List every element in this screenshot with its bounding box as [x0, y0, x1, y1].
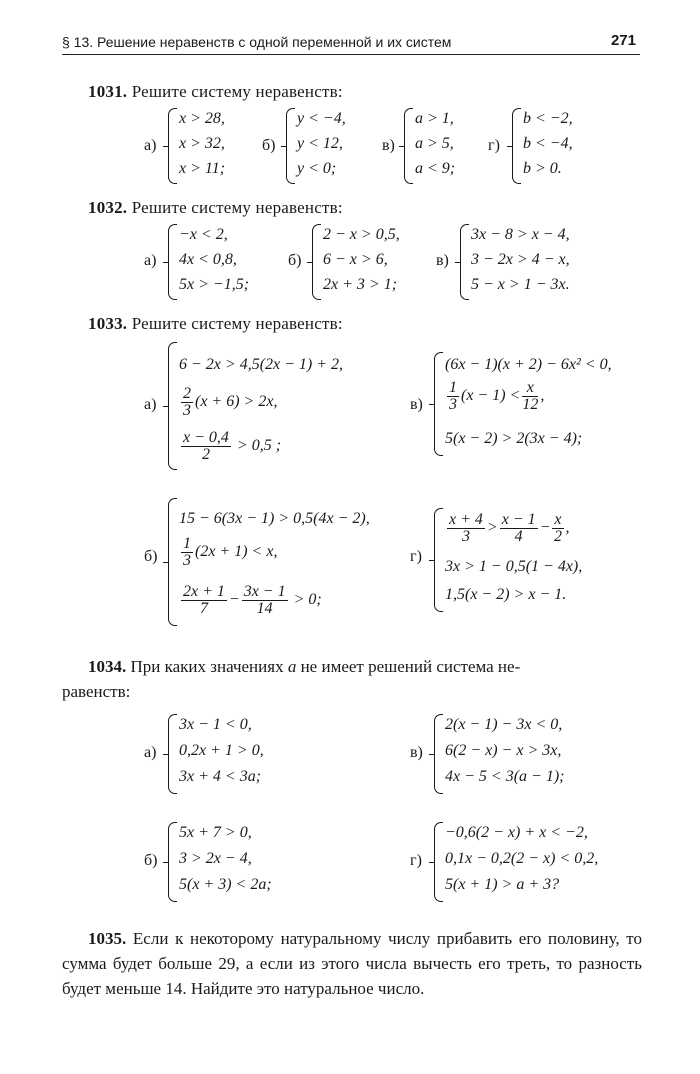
ineq-line: 3x + 4 < 3a;	[179, 768, 262, 785]
ineq-line: x > 28,	[179, 110, 225, 127]
problem-number: 1031.	[88, 82, 128, 101]
system-1031-g	[512, 108, 602, 184]
brace-icon	[434, 508, 443, 612]
brace-icon	[434, 822, 443, 902]
brace-icon	[312, 224, 321, 300]
ineq-line: 1,5(x − 2) > x − 1.	[445, 586, 567, 603]
page-number: 271	[610, 32, 636, 49]
ineq-line: 6 − x > 6,	[323, 251, 388, 268]
denominator: 3	[461, 528, 470, 545]
item-label: б)	[288, 252, 302, 269]
ineq-line	[179, 386, 277, 419]
system-1033-v	[434, 352, 644, 456]
system-1032-a	[168, 224, 278, 300]
item-label: г)	[488, 137, 500, 154]
ineq-line: b > 0.	[523, 160, 562, 177]
numerator: 2	[183, 385, 191, 402]
ineq-line	[445, 512, 570, 545]
problem-number: 1033.	[88, 314, 128, 333]
ineq-line: 3 − 2x > 4 − x,	[471, 251, 570, 268]
item-label: г)	[410, 852, 422, 869]
system-1031-b	[286, 108, 376, 184]
denominator: 7	[199, 600, 208, 617]
ineq-line	[445, 380, 544, 413]
brace-icon	[286, 108, 295, 184]
denominator: 2	[201, 446, 210, 463]
denominator: 14	[256, 600, 273, 617]
ineq-line: 3x − 8 > x − 4,	[471, 226, 570, 243]
problem-1032-title	[88, 198, 343, 218]
problem-text: При каких значениях	[130, 657, 284, 676]
ineq-line: 6 − 2x > 4,5(2x − 1) + 2,	[179, 356, 344, 373]
item-label: б)	[262, 137, 276, 154]
expr: (2x + 1) < x,	[195, 543, 278, 561]
fraction	[181, 430, 231, 463]
system-1033-b	[168, 498, 398, 626]
ineq-line: 2(x − 1) − 3x < 0,	[445, 716, 563, 733]
expr: (x − 1) <	[461, 387, 521, 405]
ineq-line: y < 0;	[297, 160, 337, 177]
ineq-line: 15 − 6(3x − 1) > 0,5(4x − 2),	[179, 510, 370, 527]
expr: −	[228, 591, 240, 609]
item-label: в)	[410, 396, 423, 413]
item-label: г)	[410, 548, 422, 565]
expr: −	[539, 519, 551, 537]
problem-1031-title	[88, 82, 343, 102]
problem-number: 1034.	[88, 657, 127, 676]
system-1031-v	[404, 108, 484, 184]
ineq-line: a < 9;	[415, 160, 456, 177]
ineq-line	[179, 430, 281, 463]
system-1033-g	[434, 508, 634, 612]
system-1034-a	[168, 714, 328, 794]
system-1033-a	[168, 342, 378, 470]
ineq-line: (6x − 1)(x + 2) − 6x² < 0,	[445, 356, 612, 373]
item-label: в)	[436, 252, 449, 269]
item-label: а)	[144, 744, 157, 761]
ineq-line: y < 12,	[297, 135, 343, 152]
fraction	[181, 536, 193, 569]
fraction	[181, 584, 227, 617]
problem-text: Решите систему неравенств:	[131, 82, 343, 101]
brace-icon	[168, 714, 177, 794]
numerator: x − 1	[501, 511, 536, 528]
ineq-line: x > 32,	[179, 135, 225, 152]
ineq-line: 0,1x − 0,2(2 − x) < 0,2,	[445, 850, 599, 867]
brace-icon	[404, 108, 413, 184]
denominator: 3	[449, 396, 457, 413]
item-label: а)	[144, 396, 157, 413]
fraction	[522, 380, 538, 413]
ineq-line: b < −4,	[523, 135, 573, 152]
denominator: 3	[183, 552, 191, 569]
section-title: § 13. Решение неравенств с одной переменной и их систем	[62, 34, 452, 50]
ineq-line: 2 − x > 0,5,	[323, 226, 400, 243]
ineq-line: 6(2 − x) − x > 3x,	[445, 742, 562, 759]
fraction	[447, 512, 485, 545]
system-1034-b	[168, 822, 328, 902]
expr: ,	[540, 387, 545, 405]
numerator: x	[522, 380, 538, 397]
system-1034-v	[434, 714, 634, 794]
denominator: 3	[183, 402, 191, 419]
brace-icon	[168, 342, 177, 470]
problem-1034-title	[62, 654, 642, 704]
system-1032-b	[312, 224, 422, 300]
page-header	[62, 32, 640, 55]
ineq-line: b < −2,	[523, 110, 573, 127]
ineq-line: 3 > 2x − 4,	[179, 850, 252, 867]
brace-icon	[168, 224, 177, 300]
denominator: 2	[553, 528, 562, 545]
ineq-line: 5(x − 2) > 2(3x − 4);	[445, 430, 583, 447]
fraction	[552, 512, 563, 545]
fraction	[242, 584, 288, 617]
brace-icon	[168, 822, 177, 902]
fraction	[447, 380, 459, 413]
item-label: в)	[382, 137, 395, 154]
ineq-line: −0,6(2 − x) + x < −2,	[445, 824, 588, 841]
ineq-line: y < −4,	[297, 110, 346, 127]
ineq-line: a > 1,	[415, 110, 454, 127]
problem-text: Решите систему неравенств:	[131, 198, 343, 217]
numerator: x + 4	[449, 511, 483, 528]
item-label: в)	[410, 744, 423, 761]
brace-icon	[434, 352, 443, 456]
ineq-line: 3x − 1 < 0,	[179, 716, 252, 733]
expr: > 0;	[289, 591, 322, 609]
system-1031-a	[168, 108, 258, 184]
item-label: а)	[144, 252, 157, 269]
ineq-line: 3x > 1 − 0,5(1 − 4x),	[445, 558, 583, 575]
ineq-line: 4x − 5 < 3(a − 1);	[445, 768, 565, 785]
item-label: б)	[144, 852, 158, 869]
ineq-line: 5(x + 3) < 2a;	[179, 876, 272, 893]
problem-text: не имеет решений система не-	[300, 657, 521, 676]
ineq-line: 4x < 0,8,	[179, 251, 237, 268]
variable: a	[287, 657, 297, 676]
expr: ,	[565, 519, 570, 537]
problem-text: равенств:	[62, 682, 131, 701]
system-1034-g	[434, 822, 644, 902]
ineq-line: 5(x + 1) > a + 3?	[445, 876, 560, 893]
ineq-line: 2x + 3 > 1;	[323, 276, 398, 293]
item-label: б)	[144, 548, 158, 565]
fraction	[181, 386, 193, 419]
ineq-line: 0,2x + 1 > 0,	[179, 742, 264, 759]
expr: (x + 6) > 2x,	[195, 393, 278, 411]
system-1032-v	[460, 224, 600, 300]
brace-icon	[168, 498, 177, 626]
brace-icon	[460, 224, 469, 300]
expr: > 0,5 ;	[232, 437, 282, 455]
ineq-line: a > 5,	[415, 135, 454, 152]
problem-1033-title	[88, 314, 343, 334]
numerator: 3x − 1	[243, 583, 286, 600]
numerator: 2x + 1	[183, 583, 225, 600]
ineq-line: x > 11;	[179, 160, 226, 177]
problem-text: Если к некоторому натуральному числу прибавить его половину, то сумма будет больше 29, а если из этого числа вычесть его треть, то разность будет меньше 14. Найдите это натуральное число.	[62, 929, 642, 998]
brace-icon	[512, 108, 521, 184]
numerator: x − 0,4	[183, 429, 229, 446]
fraction	[500, 512, 538, 545]
expr: >	[486, 519, 498, 537]
problem-text: Решите систему неравенств:	[131, 314, 343, 333]
ineq-line: 5x > −1,5;	[179, 276, 250, 293]
numerator: x	[554, 511, 562, 528]
brace-icon	[434, 714, 443, 794]
problem-1035	[62, 926, 642, 1001]
ineq-line	[179, 584, 322, 617]
denominator: 4	[514, 528, 523, 545]
numerator: 1	[449, 379, 457, 396]
denominator: 12	[522, 396, 539, 413]
ineq-line: 5x + 7 > 0,	[179, 824, 252, 841]
ineq-line: −x < 2,	[179, 226, 228, 243]
problem-number: 1035.	[88, 929, 127, 948]
brace-icon	[168, 108, 177, 184]
numerator: 1	[183, 535, 191, 552]
ineq-line	[179, 536, 277, 569]
item-label: а)	[144, 137, 157, 154]
ineq-line: 5 − x > 1 − 3x.	[471, 276, 570, 293]
problem-number: 1032.	[88, 198, 128, 217]
